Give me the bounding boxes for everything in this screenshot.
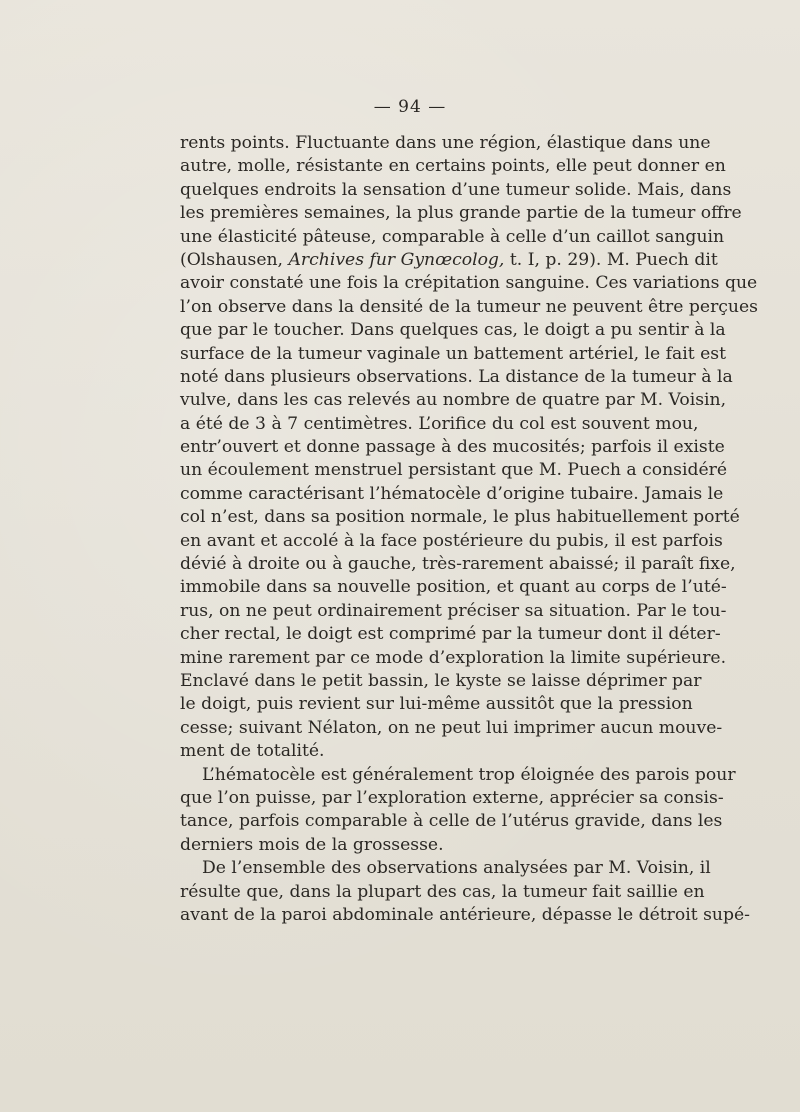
text-line: en avant et accolé à la face postérieure du pubis, il est parfois bbox=[180, 530, 723, 551]
text-line: L’hématocèle est généralement trop éloignée des parois pour bbox=[202, 764, 736, 785]
text-line: noté dans plusieurs observations. La distance de la tumeur à la bbox=[180, 366, 733, 387]
text-line: l’on observe dans la densité de la tumeur ne peuvent être perçues bbox=[180, 296, 758, 317]
text-line: avant de la paroi abdominale antérieure, dépasse le détroit supé- bbox=[180, 904, 750, 925]
text-line: Enclavé dans le petit bassin, le kyste se laisse déprimer par bbox=[180, 670, 702, 691]
text-line: surface de la tumeur vaginale un battement artériel, le fait est bbox=[180, 343, 727, 364]
text-line: le doigt, puis revient sur lui-même aussitôt que la pression bbox=[180, 694, 693, 715]
paragraph-3 bbox=[180, 857, 750, 927]
text-line: derniers mois de la grossesse. bbox=[180, 834, 444, 855]
text-line: ment de totalité. bbox=[180, 741, 325, 762]
text-line: vulve, dans les cas relevés au nombre de quatre par M. Voisin, bbox=[180, 390, 727, 411]
text-line: rents points. Fluctuante dans une région, élastique dans une bbox=[180, 133, 711, 153]
journal-title: Archives fur Gynœcolog, bbox=[288, 249, 505, 270]
text-line: rus, on ne peut ordinairement préciser sa situation. Par le tou- bbox=[180, 600, 727, 621]
text-line: avoir constaté une fois la crépitation sanguine. Ces variations que bbox=[180, 273, 758, 294]
paragraph-1 bbox=[180, 132, 758, 764]
text-line: cesse; suivant Nélaton, on ne peut lui imprimer aucun mouve- bbox=[180, 717, 723, 738]
citation-lead: (Olshausen, bbox=[180, 249, 289, 270]
text-line: que l’on puisse, par l’exploration externe, apprécier sa consis- bbox=[180, 787, 724, 808]
text-line: un écoulement menstruel persistant que M. Puech a considéré bbox=[180, 460, 728, 481]
text-line: que par le toucher. Dans quelques cas, le doigt a pu sentir à la bbox=[180, 320, 726, 341]
text-line: les premières semaines, la plus grande partie de la tumeur offre bbox=[180, 203, 742, 224]
body-text bbox=[180, 132, 758, 927]
text-line: mine rarement par ce mode d’exploration la limite supérieure. bbox=[180, 647, 727, 668]
text-line: dévié à droite ou à gauche, très-rarement abaissé; il paraît fixe, bbox=[180, 554, 736, 575]
text-line-citation bbox=[180, 249, 718, 272]
text-line: entr’ouvert et donne passage à des mucosités; parfois il existe bbox=[180, 437, 725, 458]
text-line: comme caractérisant l’hématocèle d’origine tubaire. Jamais le bbox=[180, 483, 724, 504]
text-line: autre, molle, résistante en certains points, elle peut donner en bbox=[180, 156, 726, 177]
citation-rest: t. I, p. 29). M. Puech dit bbox=[504, 249, 718, 270]
text-line: tance, parfois comparable à celle de l’utérus gravide, dans les bbox=[180, 811, 723, 832]
text-line: résulte que, dans la plupart des cas, la tumeur fait saillie en bbox=[180, 881, 705, 902]
text-line: De l’ensemble des observations analysées par M. Voisin, il bbox=[202, 858, 711, 879]
text-line: quelques endroits la sensation d’une tumeur solide. Mais, dans bbox=[180, 179, 732, 200]
page-number: — 94 — bbox=[373, 97, 447, 117]
text-line: immobile dans sa nouvelle position, et quant au corps de l’uté- bbox=[180, 577, 727, 598]
text-line: col n’est, dans sa position normale, le plus habituellement porté bbox=[180, 507, 740, 528]
text-line: a été de 3 à 7 centimètres. L’orifice du col est souvent mou, bbox=[180, 413, 699, 434]
text-line: une élasticité pâteuse, comparable à celle d’un caillot sanguin bbox=[180, 226, 725, 247]
paragraph-2 bbox=[180, 764, 736, 858]
text-line: cher rectal, le doigt est comprimé par la tumeur dont il déter- bbox=[180, 624, 721, 645]
